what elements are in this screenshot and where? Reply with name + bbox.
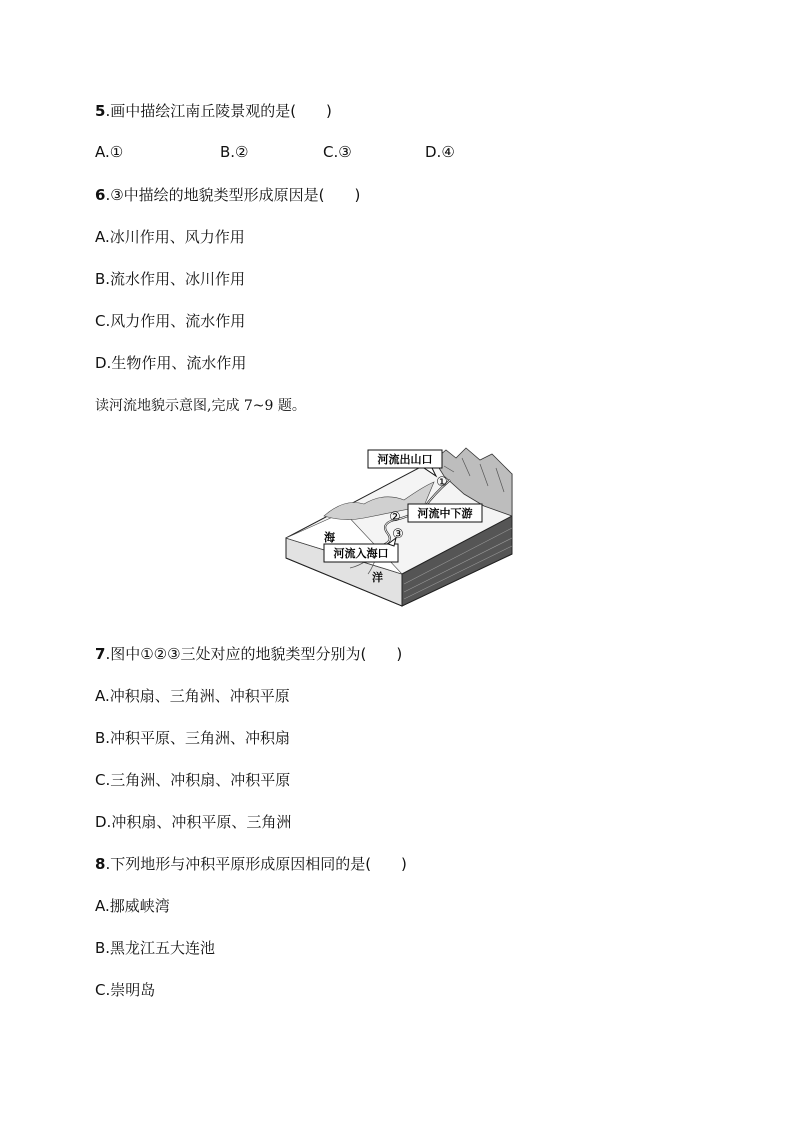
q5-option-b[interactable]: B.②	[220, 143, 249, 161]
q7-option-d[interactable]: D.冲积扇、冲积平原、三角洲	[95, 813, 292, 831]
question-5-number: 5	[95, 102, 106, 120]
marker-1: ①	[436, 475, 448, 490]
q6-option-d[interactable]: D.生物作用、流水作用	[95, 354, 247, 372]
figure-intro: 读河流地貌示意图,完成 7~9 题。	[95, 398, 306, 414]
q8-option-a[interactable]: A.挪威峡湾	[95, 897, 170, 915]
question-5-options	[95, 142, 555, 162]
question-6-stem: .③中描绘的地貌类型形成原因是( )	[105, 186, 361, 204]
q6-option-c[interactable]: C.风力作用、流水作用	[95, 312, 246, 330]
river-landform-diagram	[284, 446, 516, 612]
question-5	[95, 101, 332, 121]
q5-option-c[interactable]: C.③	[323, 143, 352, 161]
q5-option-a[interactable]: A.①	[95, 143, 124, 161]
label-outlet-text: 河流出山口	[377, 453, 433, 466]
q8-option-b[interactable]: B.黑龙江五大连池	[95, 939, 216, 957]
q5-option-d[interactable]: D.④	[425, 143, 455, 161]
ocean-label: 洋	[372, 571, 383, 584]
label-middle-text: 河流中下游	[417, 507, 473, 520]
q7-option-c[interactable]: C.三角洲、冲积扇、冲积平原	[95, 771, 291, 789]
question-6	[95, 185, 360, 205]
q6-option-a[interactable]: A.冰川作用、风力作用	[95, 228, 245, 246]
q6-option-b[interactable]: B.流水作用、冰川作用	[95, 270, 246, 288]
question-6-number: 6	[95, 186, 106, 204]
q7-option-b[interactable]: B.冲积平原、三角洲、冲积扇	[95, 729, 291, 747]
label-estuary-text: 河流入海口	[333, 547, 389, 560]
question-8	[95, 854, 407, 874]
question-5-stem: .画中描绘江南丘陵景观的是( )	[105, 102, 332, 120]
question-8-number: 8	[95, 855, 106, 873]
marker-3: ③	[392, 527, 404, 542]
question-8-stem: .下列地形与冲积平原形成原因相同的是( )	[105, 855, 407, 873]
q7-option-a[interactable]: A.冲积扇、三角洲、冲积平原	[95, 687, 290, 705]
question-7	[95, 644, 402, 664]
sea-label: 海	[324, 531, 335, 544]
river-landform-svg	[284, 446, 516, 612]
label-river-outlet	[368, 450, 442, 476]
q8-option-c[interactable]: C.崇明岛	[95, 981, 156, 999]
label-middle-reaches	[408, 504, 482, 522]
question-7-stem: .图中①②③三处对应的地貌类型分别为( )	[105, 645, 403, 663]
question-7-number: 7	[95, 645, 106, 663]
marker-2: ②	[389, 510, 401, 525]
